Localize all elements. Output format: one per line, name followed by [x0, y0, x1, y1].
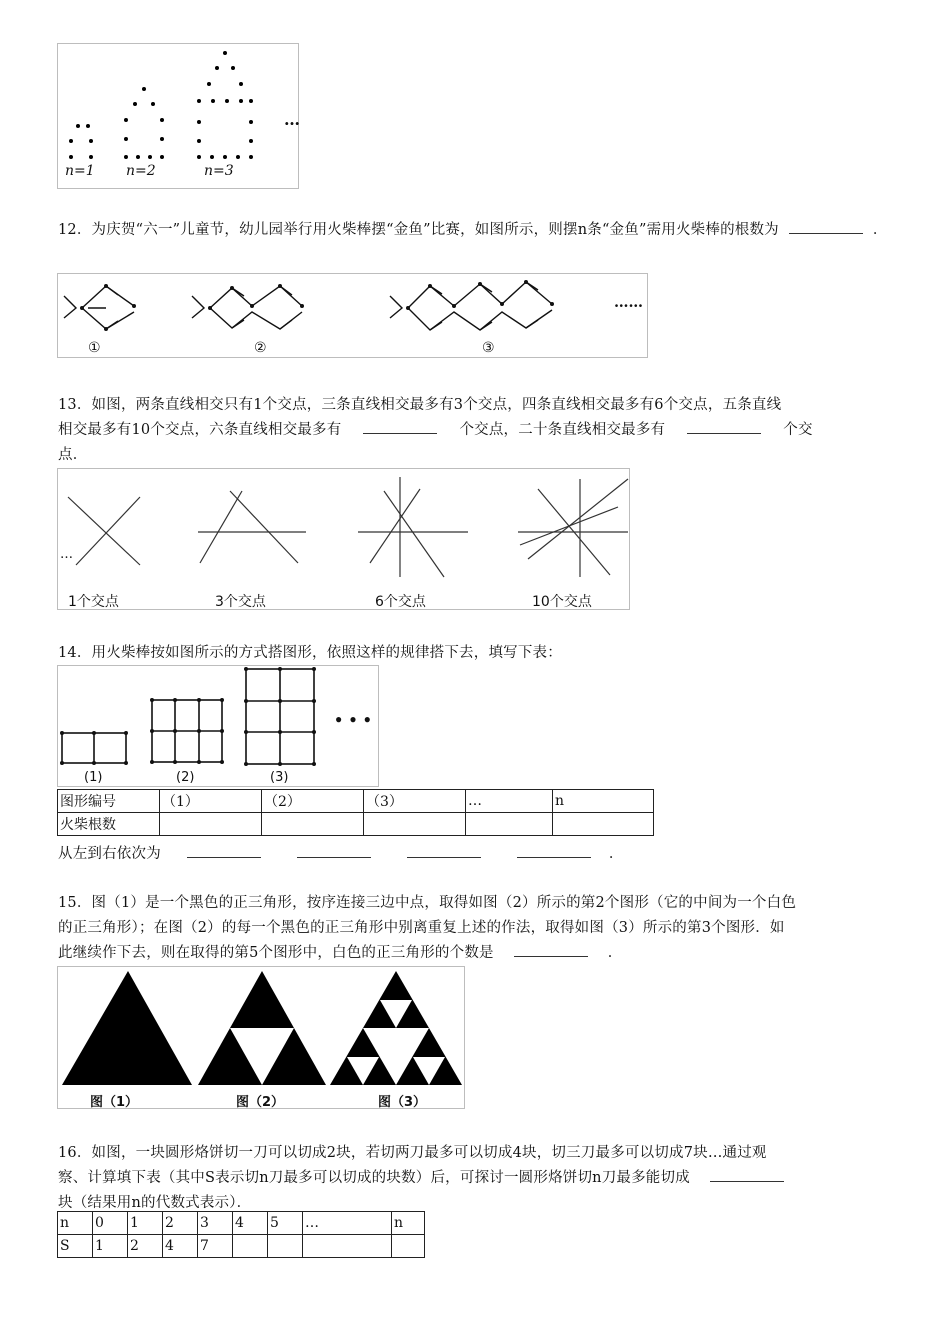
grid-ellipsis: • • • [334, 712, 372, 729]
table-cell: 1 [128, 1212, 163, 1235]
question-13-line3: 点． [58, 447, 88, 463]
fish-label-3: ③ [482, 340, 495, 356]
matchstick-grid-drawing [58, 666, 378, 786]
table-cell: 4 [233, 1212, 268, 1235]
lines-label-1: 1个交点 [68, 594, 119, 610]
question-13-line2-part2: 个交点，二十条直线相交最多有 [459, 422, 666, 438]
table-cell: 3 [198, 1212, 233, 1235]
pattern-label-n1: n=1 [65, 163, 95, 179]
table-row [58, 1212, 425, 1235]
matchstick-grid-figure [57, 665, 379, 787]
pattern-label-n3: n=3 [204, 163, 234, 179]
intersecting-lines-drawing [58, 469, 629, 609]
table-cell: （2） [262, 790, 364, 813]
fish-label-1: ① [88, 340, 101, 356]
pancake-table [57, 1211, 425, 1258]
grid-label-2: (2) [176, 770, 195, 785]
question-15-line2: 的正三角形）；在图（2）的每一个黑色的正三角形中别离重复上述的作法，取得如图（3）所示的第3个图形．如 [58, 920, 785, 936]
answer-cell[interactable] [553, 813, 654, 836]
goldfish-figure [57, 273, 648, 358]
answer-cell[interactable] [364, 813, 466, 836]
fish-ellipsis: …… [614, 294, 643, 311]
sierpinski-figure [57, 966, 465, 1109]
question-14-answer-end: ． [608, 846, 624, 862]
question-13-line2 [58, 418, 898, 443]
table-cell: 5 [268, 1212, 303, 1235]
intersecting-lines-figure [57, 468, 630, 610]
table-cell: n [553, 790, 654, 813]
answer-cell[interactable] [233, 1235, 268, 1258]
grid-label-3: (3) [270, 770, 289, 785]
table-cell: 图形编号 [58, 790, 160, 813]
table-cell: 2 [128, 1235, 163, 1258]
question-14-answer-prefix: 从左到右依次为 [58, 846, 161, 862]
sierpinski-label-2: 图（2） [236, 1095, 285, 1110]
answer-cell[interactable] [303, 1235, 392, 1258]
question-13-line2-part3: 个交 [783, 422, 813, 438]
answer-cell[interactable] [160, 813, 262, 836]
table-cell: 火柴根数 [58, 813, 160, 836]
question-13 [58, 393, 898, 468]
grid-label-1: (1) [84, 770, 103, 785]
question-12-end: ． [872, 222, 888, 238]
question-16-line2 [58, 1166, 898, 1191]
question-15-end: ． [607, 945, 623, 961]
table-row [58, 1235, 425, 1258]
table-cell: （1） [160, 790, 262, 813]
table-cell: （3） [364, 790, 466, 813]
table-cell: 7 [198, 1235, 233, 1258]
fish-label-2: ② [254, 340, 267, 356]
question-13-line1: 13．如图，两条直线相交只有1个交点，三条直线相交最多有3个交点，四条直线相交最多有6个交点，五条直线 [58, 397, 782, 413]
pattern-ellipsis: … [284, 110, 300, 129]
question-13-line2-part1: 相交最多有10个交点，六条直线相交最多有 [58, 422, 342, 438]
question-15 [58, 891, 898, 966]
table-cell: … [303, 1212, 392, 1235]
question-15-line3-text: 此继续作下去，则在取得的第5个图形中，白色的正三角形的个数是 [58, 945, 494, 961]
answer-blank-12[interactable] [789, 219, 863, 234]
table-cell: 2 [163, 1212, 198, 1235]
question-14 [58, 641, 898, 666]
dot-pattern-figure [57, 43, 299, 189]
answer-blank-16[interactable] [710, 1167, 784, 1182]
lines-label-4: 10个交点 [532, 594, 592, 610]
question-16-line1: 16．如图，一块圆形烙饼切一刀可以切成2块，若切两刀最多可以切成4块，切三刀最多可以切成7块…通过观 [58, 1145, 767, 1161]
lines-label-2: 3个交点 [215, 594, 266, 610]
sierpinski-label-3: 图（3） [378, 1095, 427, 1110]
question-15-line3 [58, 941, 898, 966]
answer-blank-15[interactable] [514, 942, 588, 957]
question-16-line3: 块（结果用n的代数式表示）． [58, 1195, 252, 1211]
question-14-text: 14．用火柴棒按如图所示的方式搭图形，依照这样的规律搭下去，填写下表： [58, 645, 562, 661]
answer-blank-13a[interactable] [363, 419, 437, 434]
answer-cell[interactable] [262, 813, 364, 836]
sierpinski-drawing [58, 967, 464, 1108]
table-row [58, 813, 654, 836]
question-14-answer-line [58, 842, 898, 867]
answer-blank-14b[interactable] [297, 843, 371, 858]
table-cell: 0 [93, 1212, 128, 1235]
answer-cell[interactable] [392, 1235, 425, 1258]
table-row [58, 790, 654, 813]
sierpinski-label-1: 图（1） [90, 1095, 139, 1110]
answer-blank-14a[interactable] [187, 843, 261, 858]
table-cell: n [392, 1212, 425, 1235]
question-16 [58, 1141, 898, 1216]
matchstick-table [57, 789, 654, 836]
question-12 [58, 218, 898, 243]
table-cell: … [466, 790, 553, 813]
pattern-label-n2: n=2 [126, 163, 156, 179]
answer-cell[interactable] [268, 1235, 303, 1258]
table-cell: S [58, 1235, 93, 1258]
lines-ellipsis: … [60, 547, 73, 562]
question-16-line2-text: 察、计算填下表（其中S表示切n刀最多可以切成的块数）后，可探讨一圆形烙饼切n刀最多能切成 [58, 1170, 690, 1186]
goldfish-drawing [58, 274, 647, 357]
table-cell: 4 [163, 1235, 198, 1258]
question-12-text: 12．为庆贺“六一”儿童节，幼儿园举行用火柴棒摆“金鱼”比赛，如图所示，则摆n条“金鱼”需用火柴棒的根数为 [58, 222, 779, 238]
lines-label-3: 6个交点 [375, 594, 426, 610]
answer-cell[interactable] [466, 813, 553, 836]
question-15-line1: 15．图（1）是一个黑色的正三角形，按序连接三边中点，取得如图（2）所示的第2个图形（它的中间为一个白色 [58, 895, 797, 911]
table-cell: 1 [93, 1235, 128, 1258]
answer-blank-14c[interactable] [407, 843, 481, 858]
answer-blank-14d[interactable] [517, 843, 591, 858]
answer-blank-13b[interactable] [687, 419, 761, 434]
table-cell: n [58, 1212, 93, 1235]
